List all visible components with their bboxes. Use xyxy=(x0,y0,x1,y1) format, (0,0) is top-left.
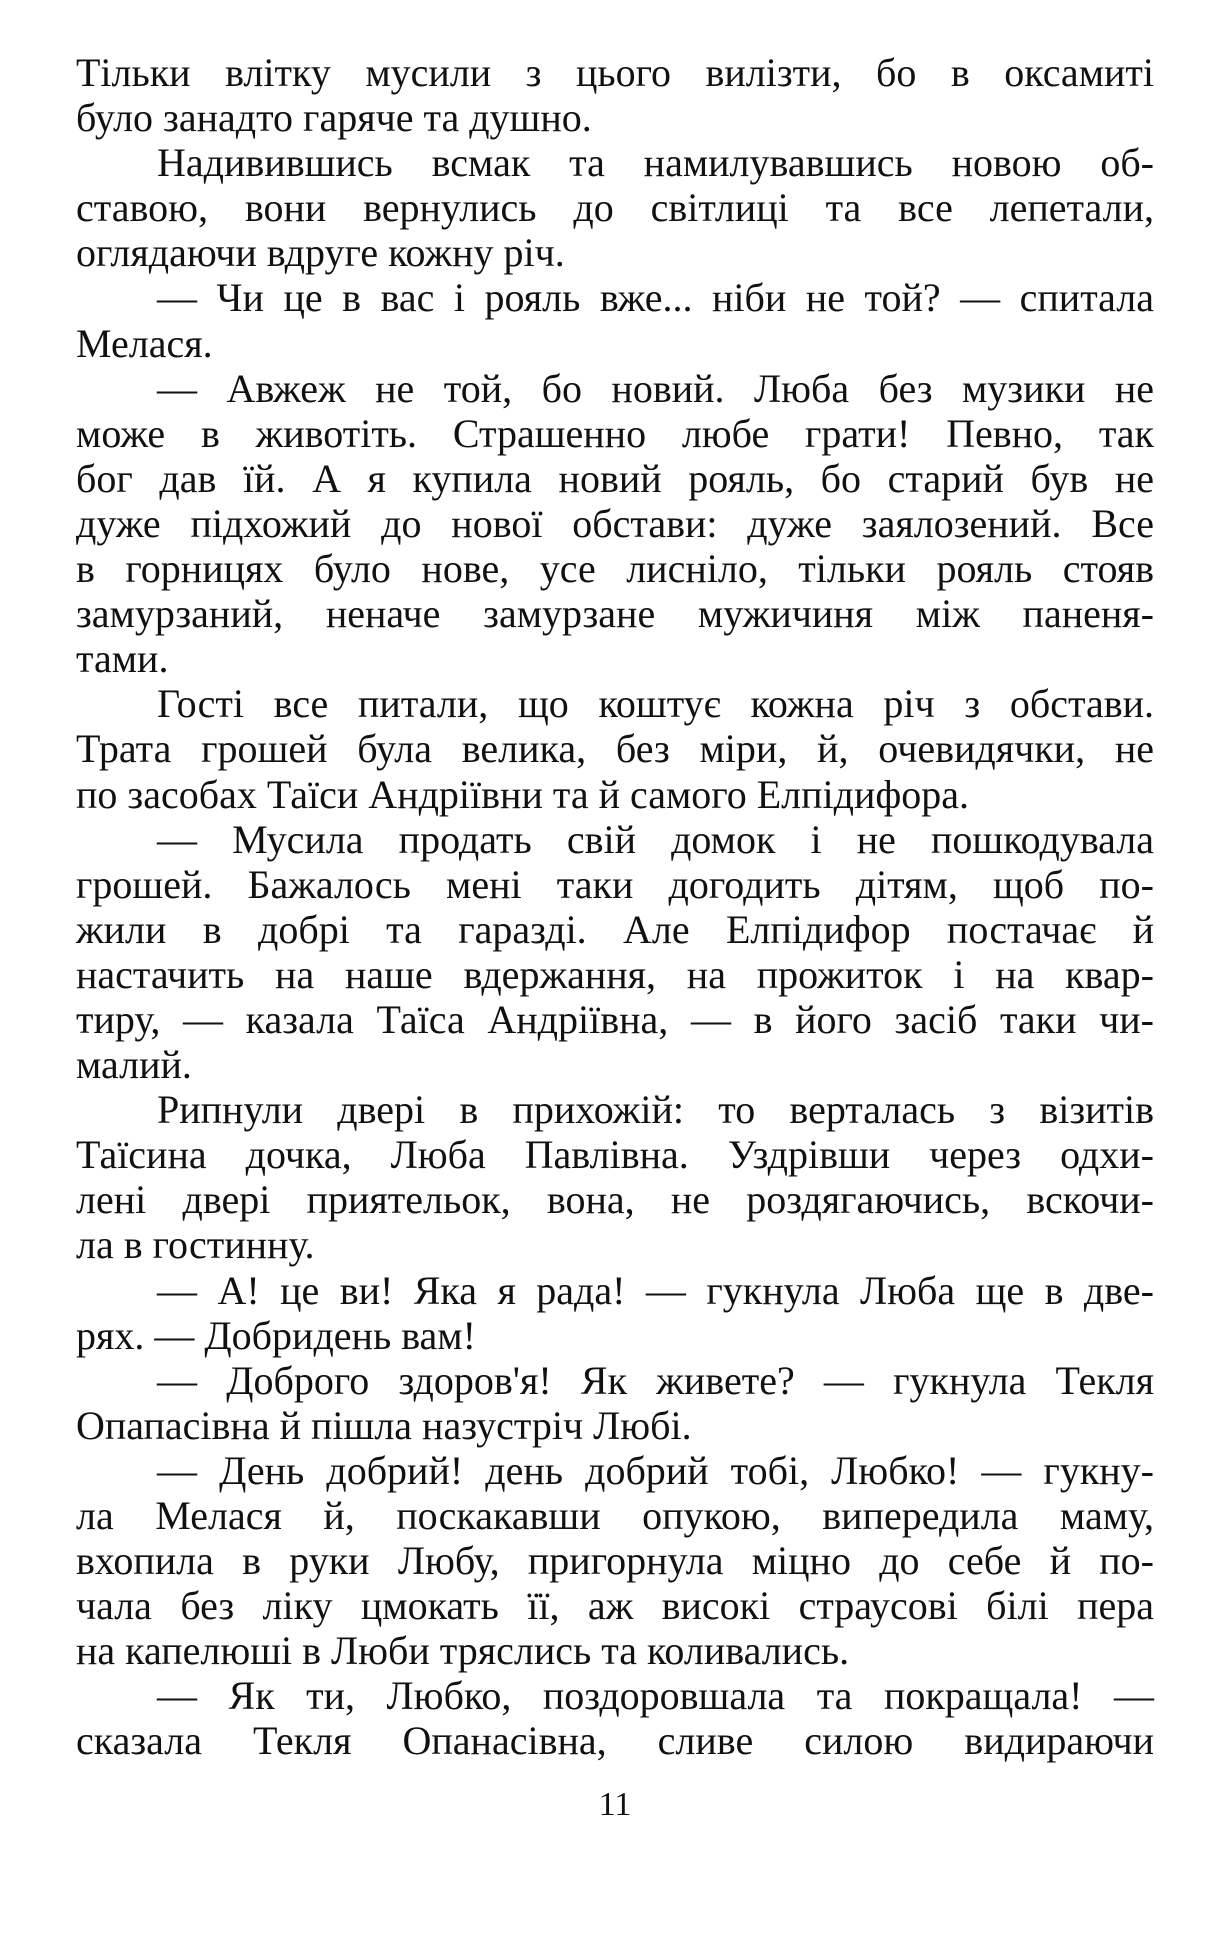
text-line: малий. xyxy=(76,1042,192,1088)
text-line: було занадто гаряче та душно. xyxy=(76,95,592,141)
paragraph xyxy=(76,140,1154,275)
text-line: — Чи це в вас і рояль вже... ніби не той? — спитала xyxy=(157,275,1154,321)
text-line: на капелюші в Люби тряслись та коливались. xyxy=(76,1628,850,1674)
paragraph xyxy=(76,1448,1154,1673)
paragraph xyxy=(76,1358,1154,1448)
page-number: 11 xyxy=(598,1786,632,1823)
text-line: лені двері приятельок, вона, не роздягаючись, вскочи- xyxy=(76,1177,1154,1223)
text-line: настачить на наше вдержання, на прожиток і на квар- xyxy=(76,951,1154,997)
text-line: тами. xyxy=(76,636,169,682)
text-line: — Доброго здоров'я! Як живете? — гукнула Текля xyxy=(157,1357,1154,1403)
text-line: ла в гостинну. xyxy=(76,1222,315,1268)
text-line: грошей. Бажалось мені таки догодить дітям, щоб по- xyxy=(76,861,1154,907)
text-line: Трата грошей була велика, без міри, й, очевидячки, не xyxy=(76,726,1154,772)
text-line: в горницях було нове, усе лисніло, тільки рояль стояв xyxy=(76,546,1154,592)
text-line: — А! це ви! Яка я рада! — гукнула Люба ще в две- xyxy=(157,1267,1154,1313)
text-line: жили в добрі та гаразді. Але Елпідифор постачає й xyxy=(76,906,1154,952)
text-line: Гості все питали, що коштує кожна річ з обстави. xyxy=(157,681,1154,727)
page-body-text xyxy=(76,50,1154,1764)
text-line: — День добрий! день добрий тобі, Любко! — гукну- xyxy=(157,1447,1154,1493)
paragraph xyxy=(76,817,1154,1088)
text-line: Надивившись всмак та намилувавшись новою об- xyxy=(157,140,1154,186)
text-line: — Мусила продать свій домок і не пошкодувала xyxy=(157,816,1154,862)
paragraph xyxy=(76,1268,1154,1358)
text-line: чала без ліку цмокать її, аж високі страусові білі пера xyxy=(76,1583,1154,1629)
text-line: дуже підхожий до нової обстави: дуже заялозений. Все xyxy=(76,500,1154,546)
text-line: Рипнули двері в прихожій: то верталась з візитів xyxy=(157,1087,1154,1133)
text-line: Опапасівна й пішла назустріч Любі. xyxy=(76,1402,692,1448)
text-line: ставою, вони вернулись до світлиці та все лепетали, xyxy=(76,185,1154,231)
text-line: по засобах Таїси Андріївни та й самого Елпідифора. xyxy=(76,771,970,817)
text-line: рях. — Добридень вам! xyxy=(76,1312,476,1358)
text-line: оглядаючи вдруге кожну річ. xyxy=(76,230,565,276)
paragraph xyxy=(76,1087,1154,1267)
text-line: сказала Текля Опанасівна, сливе силою видираючи xyxy=(76,1718,1154,1764)
text-line: — Авжеж не той, бо новий. Люба без музики не xyxy=(157,365,1154,411)
paragraph xyxy=(76,366,1154,682)
text-line: замурзаний, неначе замурзане мужичиня між паненя- xyxy=(76,591,1154,637)
paragraph xyxy=(76,1673,1154,1763)
paragraph xyxy=(76,50,1154,140)
paragraph xyxy=(76,681,1154,816)
text-line: Таїсина дочка, Люба Павлівна. Уздрівши через одхи- xyxy=(76,1132,1154,1178)
text-line: вхопила в руки Любу, пригорнула міцно до себе й по- xyxy=(76,1538,1154,1584)
text-line: Мелася. xyxy=(76,320,213,366)
text-line: Тільки влітку мусили з цього вилізти, бо в оксамиті xyxy=(76,50,1154,95)
text-line: ла Мелася й, поскакавши опукою, випередила маму, xyxy=(76,1493,1154,1538)
text-line: тиру, — казала Таїса Андріївна, — в його засіб таки чи- xyxy=(76,996,1154,1042)
paragraph xyxy=(76,275,1154,365)
text-line: бог дав їй. А я купила новий рояль, бо старий був не xyxy=(76,455,1154,501)
text-line: — Як ти, Любко, поздоровшала та покращала! — xyxy=(157,1673,1154,1719)
text-line: може в животіть. Страшенно любе грати! Певно, так xyxy=(76,410,1154,456)
